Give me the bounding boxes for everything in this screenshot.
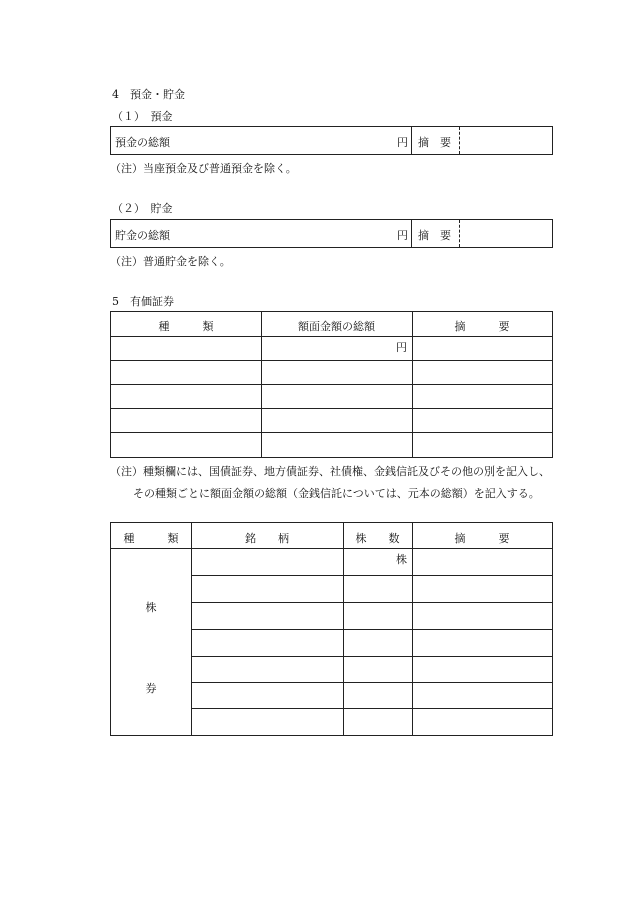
savings-total-table [110,219,553,248]
column-header-remarks: 摘 要 [454,320,510,333]
row-divider [191,629,552,630]
securities-note-line1: （注）種類欄には、国債証券、地方債証券、社債権、金銭信託及びその他の別を記入し、 [110,465,550,478]
row-divider [111,432,552,433]
row-divider [191,682,552,683]
savings-subheading: （２） 貯金 [112,202,173,215]
category-label-kabu: 株 [145,601,157,614]
category-label-ken: 券 [145,682,157,695]
column-divider [411,220,412,247]
row-divider [191,602,552,603]
deposit-note: （注）当座預金及び普通預金を除く。 [110,162,297,175]
row-divider [191,656,552,657]
savings-remarks-label: 摘 要 [418,229,451,242]
column-header-share-count: 株 数 [355,532,400,545]
deposit-remarks-label: 摘 要 [418,136,451,149]
section4-heading: 4 預金・貯金 [112,88,185,101]
column-header-type: 種 類 [123,532,179,545]
deposit-total-label: 預金の総額 [115,136,170,149]
savings-remarks-field[interactable] [460,220,552,247]
deposit-remarks-field[interactable] [460,127,552,154]
deposit-total-table [110,126,553,155]
row-divider [191,575,552,576]
row-divider [111,548,552,549]
securities-table [110,311,553,458]
column-header-face-value: 額面金額の総額 [298,320,375,333]
column-header-remarks: 摘 要 [454,532,510,545]
shares-table [110,522,553,736]
securities-note-line2: その種類ごとに額面金額の総額（金銭信託については、元本の総額）を記入する。 [133,487,540,500]
savings-total-label: 貯金の総額 [115,229,170,242]
section5-heading: 5 有価証券 [112,295,174,308]
deposit-subheading: （１） 預金 [112,110,173,123]
column-divider [411,127,412,154]
share-count-unit: 株 [396,553,407,566]
face-value-unit: 円 [396,341,407,354]
column-header-type: 種 類 [158,320,214,333]
column-header-brand: 銘 柄 [245,532,289,545]
row-divider [111,408,552,409]
savings-note: （注）普通貯金を除く。 [110,255,231,268]
deposit-total-unit: 円 [397,136,408,149]
row-divider [191,708,552,709]
row-divider [111,360,552,361]
row-divider [111,336,552,337]
savings-total-unit: 円 [397,229,408,242]
row-divider [111,384,552,385]
